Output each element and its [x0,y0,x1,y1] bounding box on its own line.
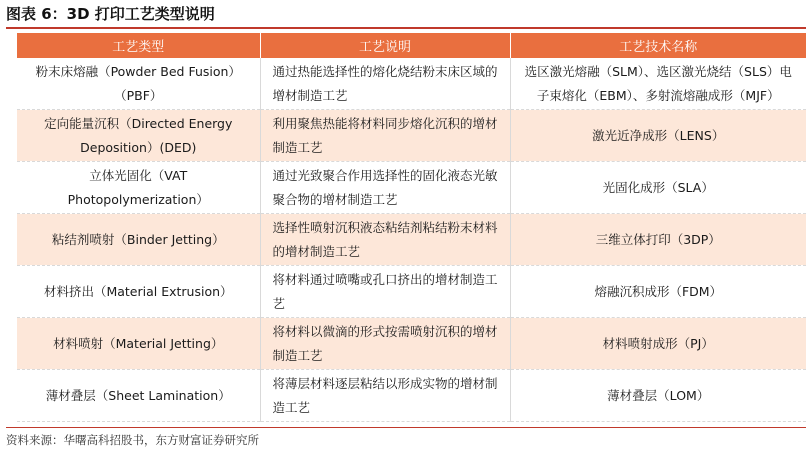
table-row [17,370,806,422]
process-technology-cell: 熔融沉积成形（FDM） [510,266,806,318]
page-title: 图表 6：3D 打印工艺类型说明 [6,5,215,23]
process-technology-cell: 光固化成形（SLA） [510,162,806,214]
column-header-description: 工艺说明 [260,33,510,58]
table-row [17,58,806,110]
process-type-cell: 薄材叠层（Sheet Lamination） [17,370,260,422]
table-row [17,110,806,162]
table-row [17,266,806,318]
column-header-type: 工艺类型 [17,33,260,58]
process-description-cell: 利用聚焦热能将材料同步熔化沉积的增材制造工艺 [260,110,510,162]
process-technology-cell: 激光近净成形（LENS） [510,110,806,162]
column-header-technology: 工艺技术名称 [510,33,806,58]
process-description-cell: 通过光致聚合作用选择性的固化液态光敏聚合物的增材制造工艺 [260,162,510,214]
process-description-cell: 将材料以微滴的形式按需喷射沉积的增材制造工艺 [260,318,510,370]
process-technology-cell: 三维立体打印（3DP） [510,214,806,266]
process-table [17,33,806,422]
process-type-cell: 定向能量沉积（Directed Energy Deposition）(DED) [17,110,260,162]
table-row [17,318,806,370]
source-note: 资料来源：华曙高科招股书，东方财富证券研究所 [6,433,259,447]
title-divider [6,27,806,29]
bottom-divider [6,427,806,428]
process-type-cell: 粘结剂喷射（Binder Jetting） [17,214,260,266]
table-header-row [17,33,806,58]
process-description-cell: 将材料通过喷嘴或孔口挤出的增材制造工艺 [260,266,510,318]
process-type-cell: 材料喷射（Material Jetting） [17,318,260,370]
process-type-cell: 材料挤出（Material Extrusion） [17,266,260,318]
table-row [17,162,806,214]
process-description-cell: 通过热能选择性的熔化烧结粉末床区域的增材制造工艺 [260,58,510,110]
process-technology-cell: 薄材叠层（LOM） [510,370,806,422]
process-technology-cell: 材料喷射成形（PJ） [510,318,806,370]
process-type-cell: 粉末床熔融（Powder Bed Fusion）（PBF） [17,58,260,110]
table-row [17,214,806,266]
process-description-cell: 将薄层材料逐层粘结以形成实物的增材制造工艺 [260,370,510,422]
process-type-cell: 立体光固化（VAT Photopolymerization） [17,162,260,214]
process-technology-cell: 选区激光熔融（SLM）、选区激光烧结（SLS）电子束熔化（EBM）、多射流熔融成形（MJF） [510,58,806,110]
process-description-cell: 选择性喷射沉积液态粘结剂粘结粉末材料的增材制造工艺 [260,214,510,266]
